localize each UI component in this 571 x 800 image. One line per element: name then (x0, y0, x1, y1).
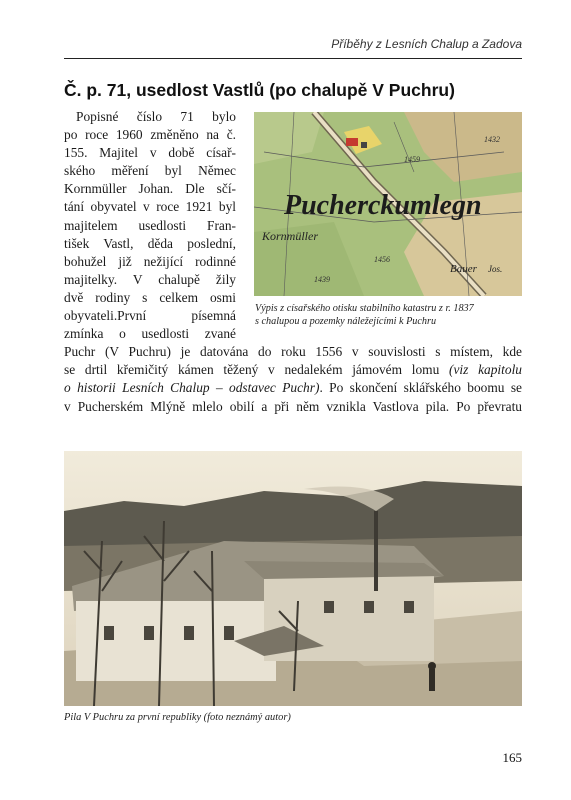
text-line: ského měření byl Němec (64, 163, 236, 179)
text-line: Puchr (V Puchru) je datována do roku 1556 v souvislosti s místem, kde (64, 344, 522, 360)
text-line: obyvateli.První písemná (64, 308, 236, 324)
map-label-bauer: Bauer (450, 263, 477, 275)
map-label-parcel: 1456 (374, 255, 390, 264)
map-label-parcel: 1432 (484, 135, 500, 144)
text-line: zmínka o usedlosti zvané (64, 326, 236, 342)
sawmill-photo (64, 451, 522, 706)
text-line: dvě rodiny s celkem osmi (64, 289, 236, 305)
map-label-jos: Jos. (488, 264, 503, 274)
text-line: po roce 1960 změněno na č. (64, 127, 236, 143)
text-line: bohužel již nežijící rodinné (64, 253, 236, 269)
header-rule (64, 58, 522, 59)
chapter-reference: o historii Lesních Chalup – odstavec Puchr) (64, 380, 320, 396)
page-number: 165 (502, 750, 522, 765)
text-line: majitelky. V chalupě žily (64, 271, 236, 287)
text-line: v Pucherském Mlýně mlelo obilí a při něm vznikla Vastlova pila. Po převratu (64, 398, 522, 414)
map-caption: Výpis z císařského otisku stabilního katastru z r. 1837 s chalupou a pozemky náležejícími k Puchru (255, 303, 474, 327)
section-title: Č. p. 71, usedlost Vastlů (po chalupě V Puchru) (64, 80, 455, 100)
text-line: 155. Majitel v době císař- (64, 145, 236, 161)
running-header: Příběhy z Lesních Chalup a Zadova (331, 37, 522, 51)
text-line: tání obyvatel v roce 1921 byl (64, 199, 236, 215)
map-label-parcel: 1439 (314, 275, 330, 284)
map-label-kornmuller: Kornmüller (262, 229, 319, 243)
text-line: majitelem usedlosti Fran- (64, 217, 236, 233)
text-line: tišek Vastl, děda poslední, (64, 235, 236, 251)
map-label-parcel: 1459 (404, 155, 420, 164)
text-line: Kornmüller Johan. Dle sčí- (64, 181, 236, 197)
chapter-reference: (viz kapitolu (449, 362, 522, 378)
map-label-main: Pucherckumlegn (284, 190, 482, 221)
text-line: o historii Lesních Chalup – odstavec Puchr). Po skončení sklářského boomu se (64, 380, 522, 396)
text-line: Popisné číslo 71 bylo (76, 109, 236, 124)
photo-caption: Pila V Puchru za první republiky (foto neznámý autor) (64, 712, 291, 723)
text-line: se drtil křemičitý kámen těžený v nedalekém jámovém lomu (viz kapitolu (64, 362, 522, 378)
cadastral-map-image (254, 112, 522, 296)
